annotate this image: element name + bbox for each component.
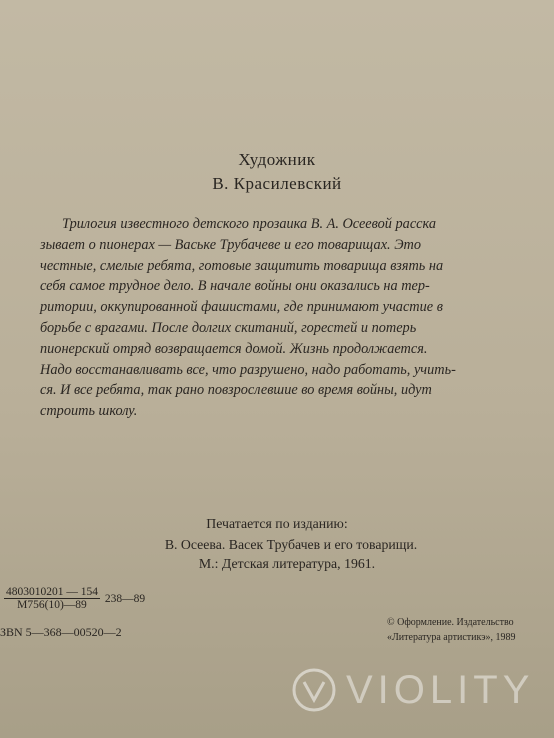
watermark-text: VIOLITY xyxy=(346,667,535,712)
annotation-line: строить школу. xyxy=(40,403,138,420)
violity-logo-icon xyxy=(290,666,338,714)
annotation-line: ритории, оккупированной фашистами, где принимают участие в xyxy=(40,299,443,316)
publication-source-title: В. Осеева. Васек Трубачев и его товарищи. xyxy=(164,537,418,552)
annotation-line: ся. И все ребята, так рано повзрослевшие во время войны, идут xyxy=(40,382,432,399)
bbk-numerator: 4803010201 — 154 xyxy=(6,586,98,598)
watermark xyxy=(290,655,540,725)
illustrator-role: Художник xyxy=(238,150,316,169)
bbk-suffix: 238—89 xyxy=(104,592,146,605)
annotation-line: Трилогия известного детского прозаика В. А. Осеевой расска xyxy=(62,216,437,232)
annotation-line: себя самое трудное дело. В начале войны они оказались на тер- xyxy=(40,278,430,295)
annotation-line: пионерский отряд возвращается домой. Жизнь продолжается. xyxy=(40,340,428,357)
publication-source-heading: Печатается по изданию: xyxy=(206,516,348,531)
annotation-paragraph xyxy=(40,214,530,422)
bbk-denominator: М756(10)—89 xyxy=(17,599,87,611)
illustrator-name: В. Красилевский xyxy=(212,174,342,193)
annotation-line: честные, смелые ребята, готовые защитить товарища взять на xyxy=(40,257,444,274)
bbk-index xyxy=(4,586,145,611)
isbn: ЗBN 5—368—00520—2 xyxy=(0,625,122,639)
copyright-line-2: «Литература артистикэ», 1989 xyxy=(387,632,516,643)
annotation-line: Надо восстанавливать все, что разрушено, надо работать, учить- xyxy=(40,361,456,378)
annotation-line: борьбе с врагами. После долгих скитаний, горестей и потерь xyxy=(40,319,417,336)
publication-source-imprint: М.: Детская литература, 1961. xyxy=(198,556,376,571)
copyright-line-1: © Оформление. Издательство xyxy=(387,617,514,628)
annotation-line: зывает о пионерах — Ваське Трубачеве и его товарищах. Это xyxy=(40,236,422,253)
